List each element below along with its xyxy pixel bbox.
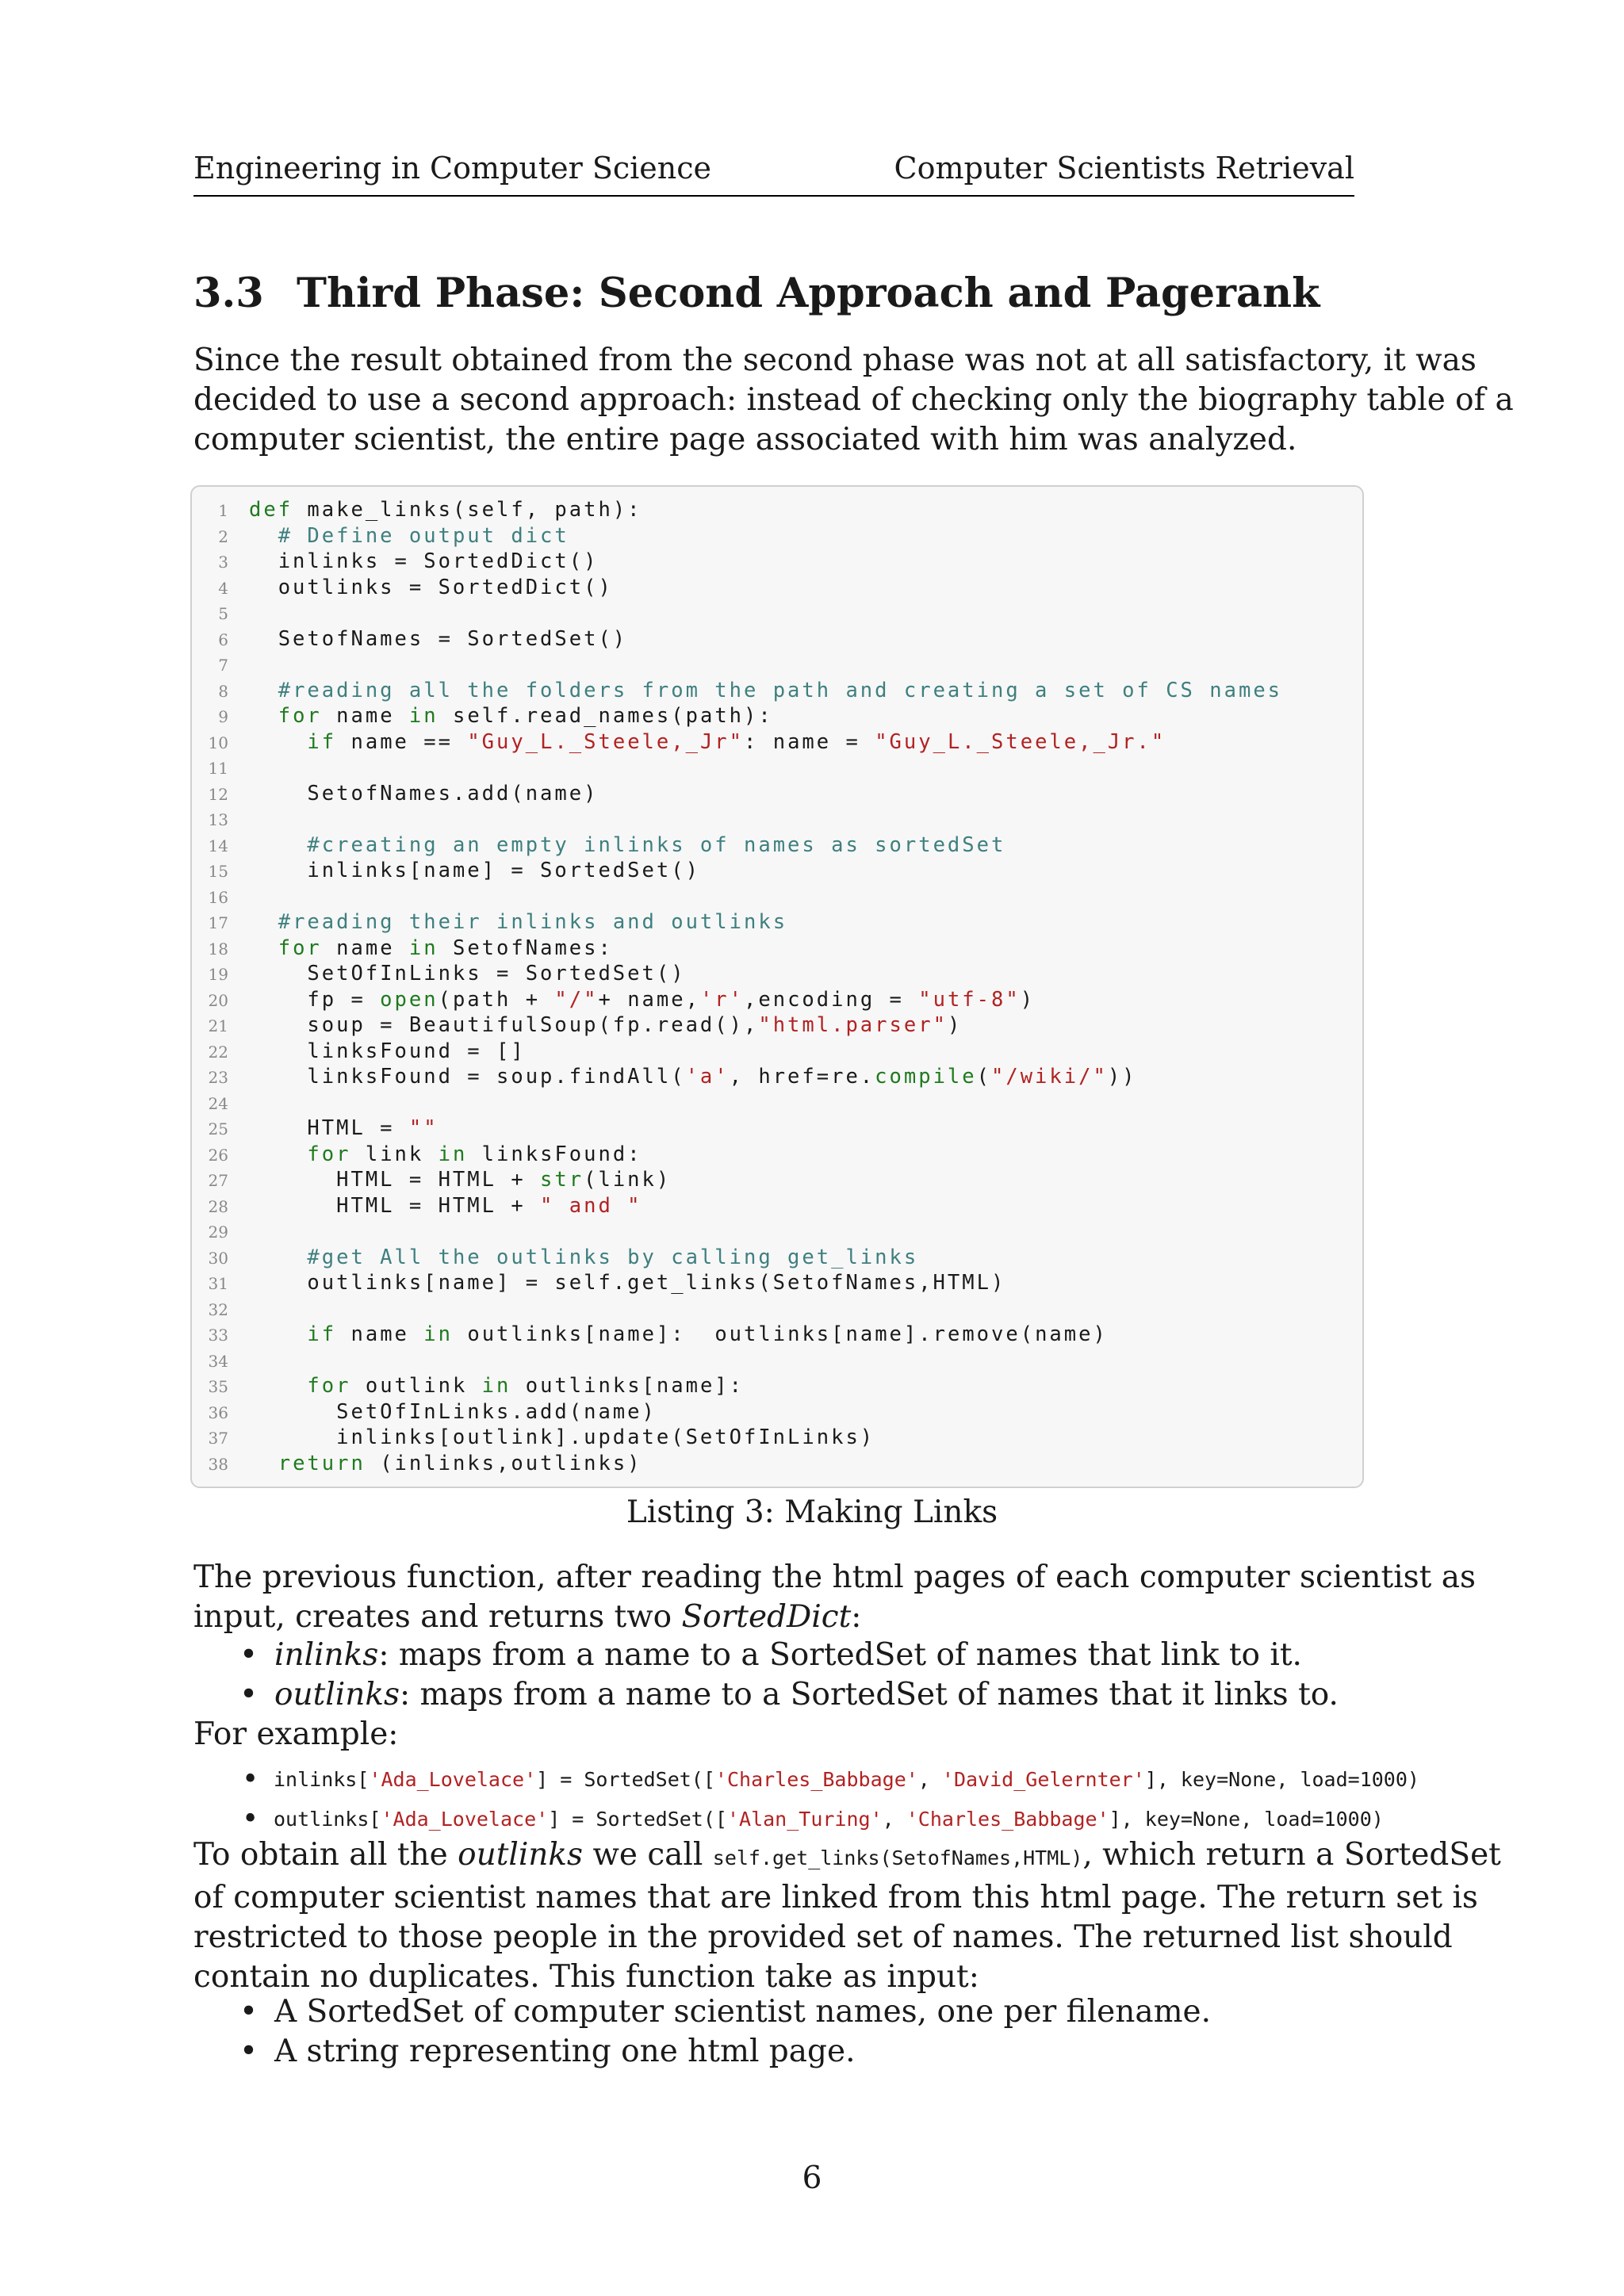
line-number: 15 [208,862,228,881]
code-text: SetOfInLinks.add(name) [249,1399,657,1424]
line-number: 24 [208,1093,228,1113]
outlinks-line: restricted to those people in the provided set of names. The returned list should [193,1919,1453,1955]
line-number: 37 [208,1429,228,1448]
code-text: if name in outlinks[name]: outlinks[name].remove(name) [307,1322,1108,1346]
bullet-marker: • [239,1994,259,2030]
line-number: 30 [208,1248,228,1268]
line-number: 35 [208,1377,228,1396]
code-text: SetofNames = SortedSet() [249,626,628,651]
line-number: 13 [208,810,228,829]
description-line: The previous function, after reading the html pages of each computer scientist as [193,1559,1477,1595]
line-number: 29 [208,1223,228,1242]
code-text: for outlink in outlinks[name]: [307,1374,745,1398]
line-number: 2 [218,526,228,546]
line-number: 9 [218,707,228,726]
code-text: # Define output dict [278,523,569,548]
code-text: HTML = HTML + " and " [249,1193,642,1218]
code-text: linksFound = soup.findAll('a', href=re.compile("/wiki/")) [249,1065,1137,1089]
line-number: 20 [208,990,228,1010]
line-number: 32 [208,1299,228,1319]
code-text: #reading their inlinks and outlinks [278,910,788,934]
line-number: 17 [208,913,228,932]
intro-line: decided to use a second approach: instead of checking only the biography table of a [193,382,1514,418]
code-text: HTML = HTML + str(link) [249,1168,672,1192]
code-text: inlinks = SortedDict() [249,549,599,573]
line-number: 27 [208,1171,228,1190]
line-number: 1 [218,501,228,520]
page-number: 6 [802,2160,822,2196]
code-text: #get All the outlinks by calling get_links [307,1245,919,1269]
listing-caption: Listing 3: Making Links [626,1494,998,1530]
code-text: #reading all the folders from the path and creating a set of CS names [278,678,1283,702]
line-number: 18 [208,939,228,959]
header-left: Engineering in Computer Science [193,151,712,186]
section-number: 3.3 [193,270,264,317]
code-text: return (inlinks,outlinks) [278,1451,642,1475]
code-text: outlinks = SortedDict() [249,575,613,599]
intro-line: computer scientist, the entire page associated with him was analyzed. [193,422,1297,457]
line-number: 31 [208,1274,228,1293]
line-number: 36 [208,1402,228,1422]
line-number: 23 [208,1068,228,1087]
bullet-marker: • [242,1763,259,1796]
line-number: 3 [218,553,228,572]
code-text: inlinks[outlink].update(SetOfInLinks) [249,1425,875,1449]
line-number: 19 [208,965,228,984]
outlinks-paragraph [193,1835,1501,1997]
line-number: 14 [208,836,228,855]
bullet-marker: • [239,1677,259,1712]
bullet-marker: • [239,1637,259,1673]
line-number: 8 [218,681,228,701]
code-text: inlinks[name] = SortedSet() [249,859,700,882]
code-text: for name in SetofNames: [278,936,613,960]
line-number: 25 [208,1119,228,1138]
header-right: Computer Scientists Retrieval [894,151,1354,186]
section-title: Third Phase: Second Approach and Pagerank [297,270,1320,317]
intro-paragraph [193,341,1514,460]
line-number: 16 [208,887,228,907]
line-number: 5 [218,604,228,623]
line-number: 4 [218,578,228,598]
code-text: HTML = "" [249,1116,439,1140]
line-number: 33 [208,1326,228,1345]
line-number: 21 [208,1016,228,1035]
line-number: 28 [208,1196,228,1216]
description-line: input, creates and returns two SortedDict: [193,1599,862,1635]
code-text: linksFound = [] [249,1039,526,1063]
code-text: #creating an empty inlinks of names as sortedSet [307,832,1006,857]
running-header [193,151,1354,197]
code-text: def make_links(self, path): [249,498,642,522]
code-text: SetofNames.add(name) [249,781,599,806]
code-text: outlinks[name] = self.get_links(SetofNames,HTML) [249,1271,1006,1295]
line-number: 34 [208,1351,228,1371]
code-listing [190,485,1364,1488]
line-number: 7 [218,656,228,675]
line-number: 10 [208,733,228,752]
code-text: if name == "Guy_L._Steele,_Jr": name = "Guy_L._Steele,_Jr." [307,729,1166,754]
bullet-marker: • [239,2034,259,2069]
code-text: for link in linksFound: [307,1142,642,1166]
section-heading [193,270,1320,317]
line-number: 6 [218,629,228,649]
outlinks-line: To obtain all the outlinks we call self.get_links(SetofNames,HTML), which return a SortedSet [193,1837,1501,1873]
line-number: 11 [208,759,228,778]
description-paragraph [193,1558,1477,1637]
line-number: 22 [208,1042,228,1062]
line-number: 38 [208,1454,228,1474]
line-number: 26 [208,1145,228,1165]
code-text: for name in self.read_names(path): [278,704,773,728]
outlinks-line: contain no duplicates. This function take as input: [193,1959,979,1995]
outlinks-line: of computer scientist names that are linked from this html page. The return set is [193,1880,1478,1915]
for-example-label: For example: [193,1716,399,1752]
code-text: soup = BeautifulSoup(fp.read(),"html.parser") [249,1013,963,1037]
bullet-marker: • [242,1803,259,1835]
line-number: 12 [208,784,228,804]
code-text: fp = open(path + "/"+ name,'r',encoding = "utf-8") [249,987,1036,1012]
intro-line: Since the result obtained from the second phase was not at all satisfactory, it was [193,342,1477,378]
code-text: SetOfInLinks = SortedSet() [249,962,686,985]
